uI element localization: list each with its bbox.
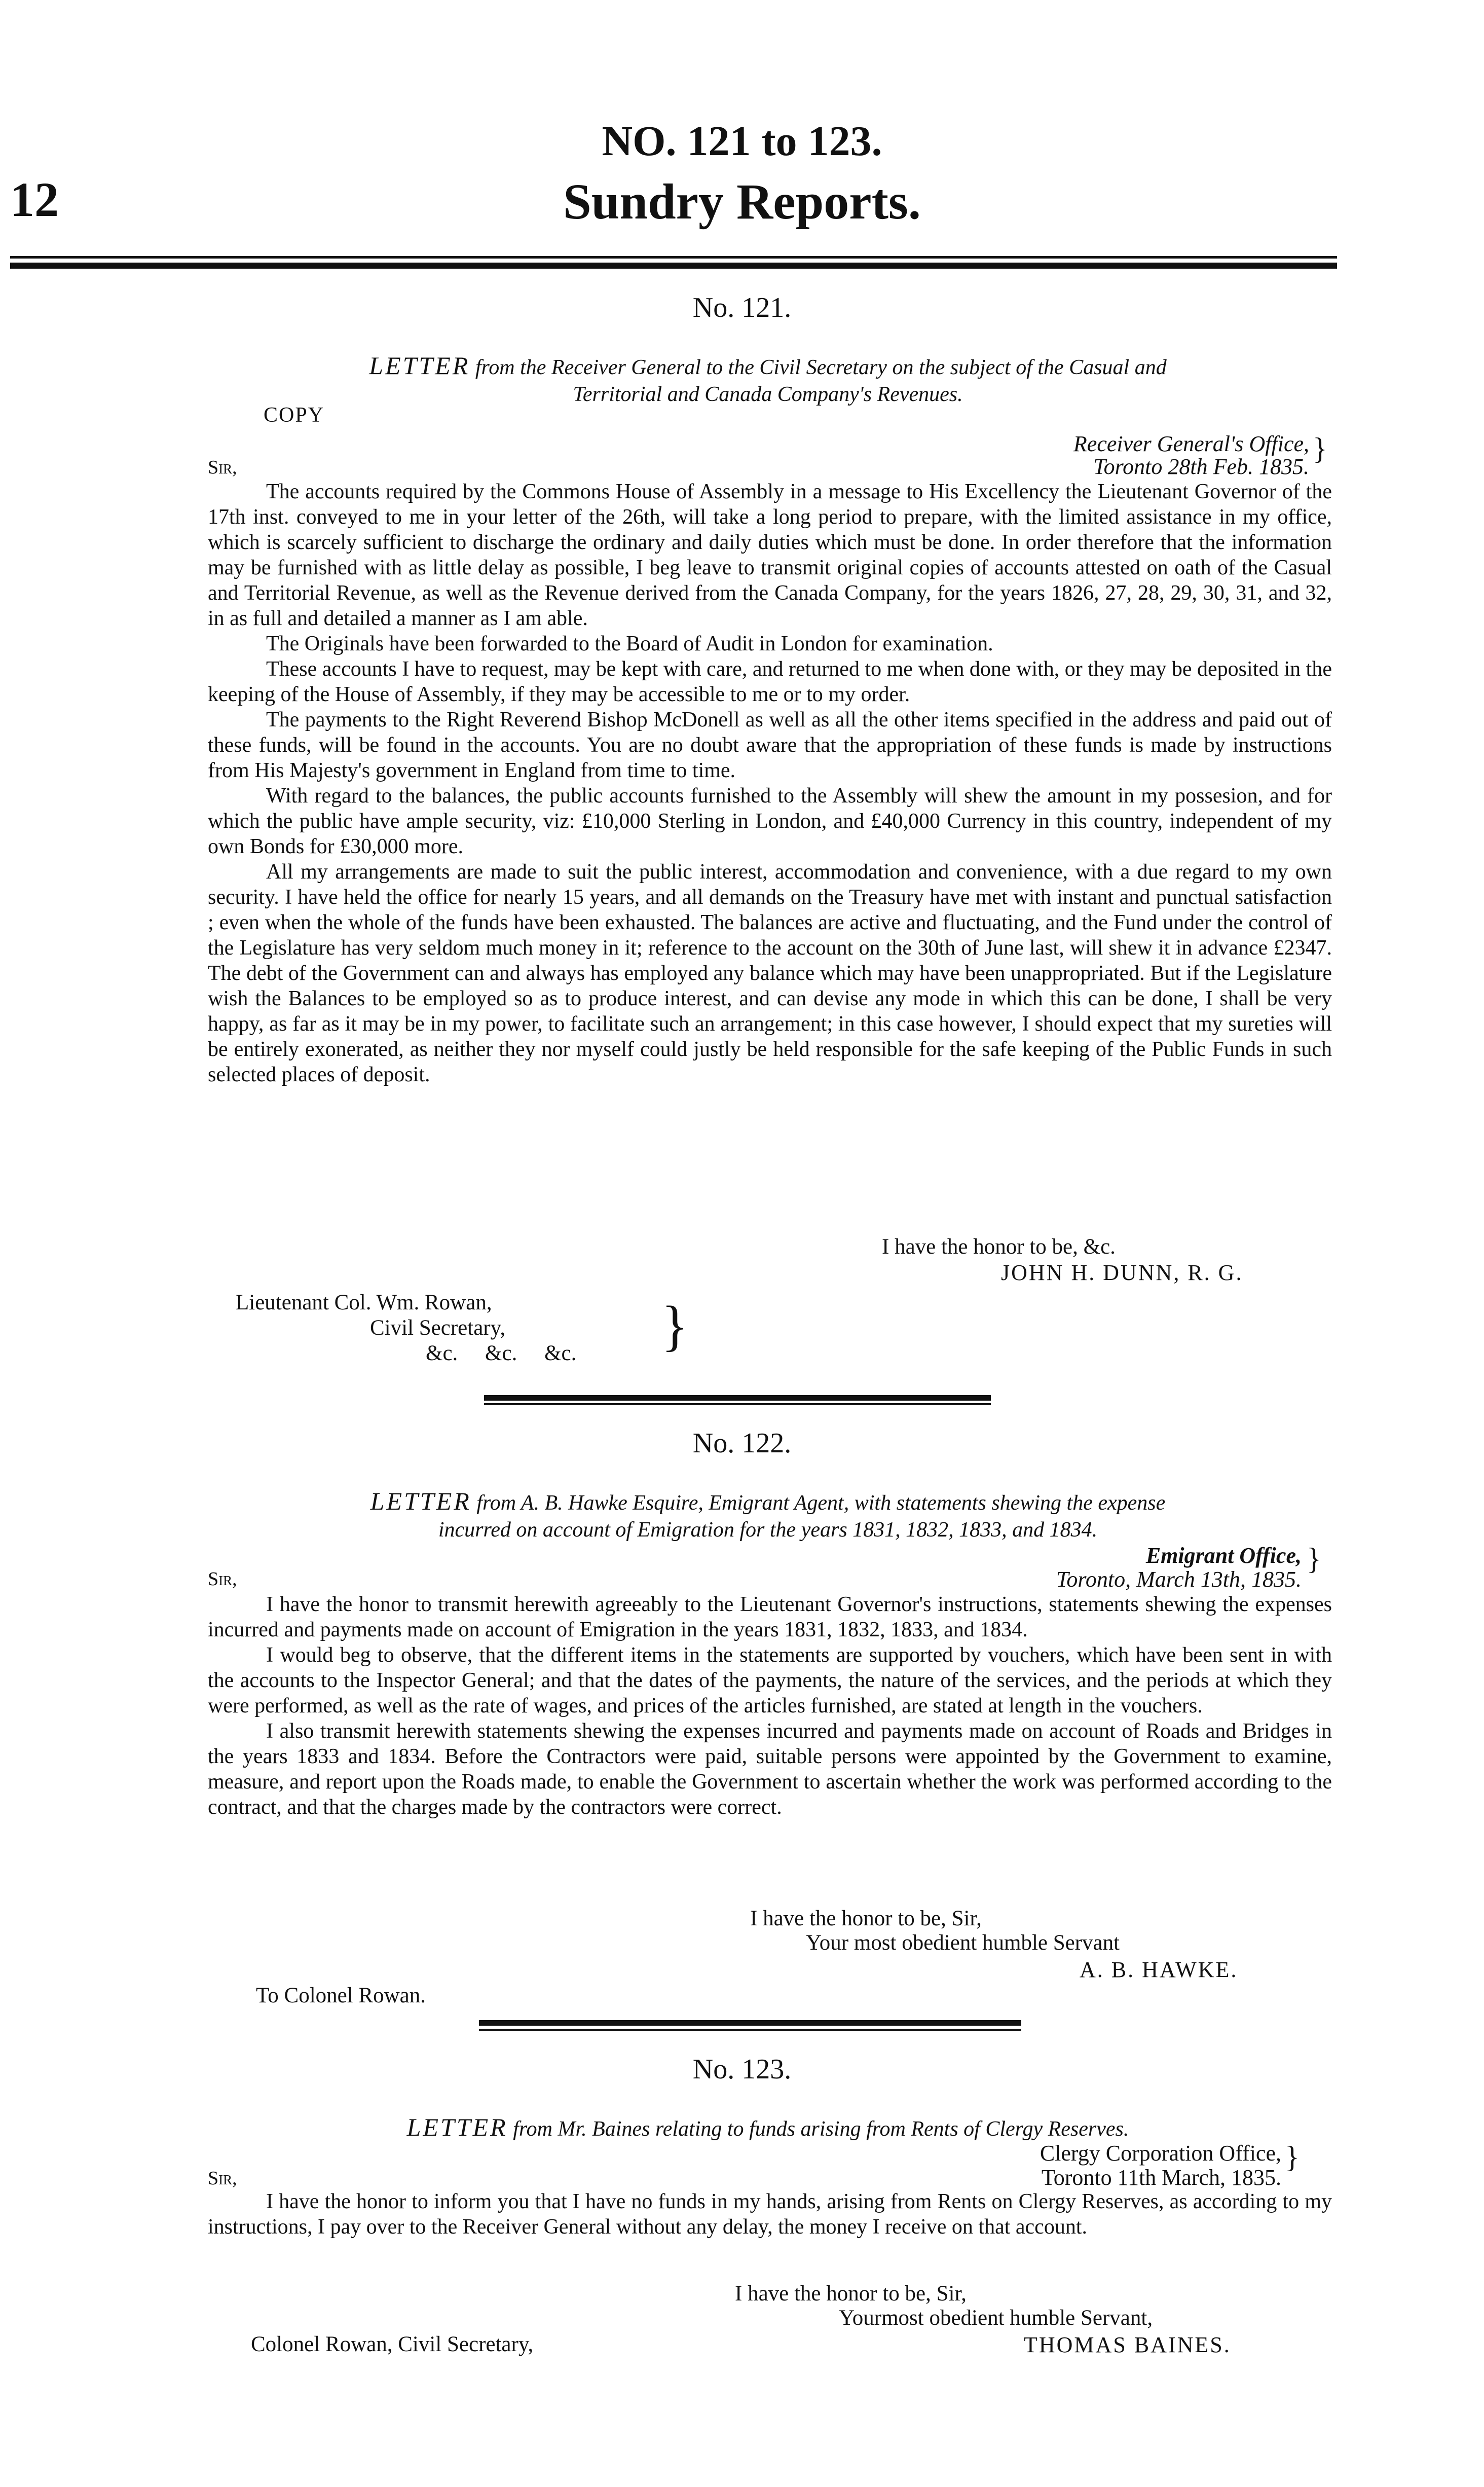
section-121-number: No. 121.	[692, 292, 792, 323]
closing: I have the honor to be, Sir,	[735, 2282, 967, 2306]
brace: }	[1307, 1542, 1321, 1576]
date-line: Toronto, March 13th, 1835.	[1056, 1567, 1302, 1592]
place-line: Receiver General's Office,	[1073, 431, 1309, 456]
copy-label: COPY	[264, 404, 325, 427]
closing: Your most obedient humble Servant	[806, 1931, 1120, 1955]
signature: A. B. HAWKE.	[1080, 1957, 1238, 1982]
section-122-caption	[203, 1488, 1333, 1544]
closing: Yourmost obedient humble Servant,	[839, 2306, 1153, 2330]
section-123-number: No. 123.	[692, 2054, 792, 2085]
header-rule-thick	[10, 263, 1337, 269]
caption-lead: LETTER	[369, 351, 470, 380]
report-range: NO. 121 to 123.	[602, 118, 882, 165]
caption-line: from A. B. Hawke Esquire, Emigrant Agent, with statements shewing the expense	[476, 1491, 1166, 1515]
page-number: 12	[10, 172, 59, 227]
section-divider	[479, 2020, 1021, 2026]
closing: I have the honor to be, Sir,	[750, 1907, 982, 1930]
addressee-line: Lieutenant Col. Wm. Rowan,	[236, 1291, 492, 1314]
caption-line: Territorial and Canada Company's Revenues.	[573, 383, 963, 406]
section-123-caption	[203, 2114, 1333, 2143]
caption-line: from the Receiver General to the Civil Secretary on the subject of the Casual and	[475, 356, 1167, 379]
letter-body	[208, 479, 1332, 1087]
section-122-number: No. 122.	[692, 1428, 792, 1459]
brace: }	[661, 1295, 688, 1357]
paragraph: I would beg to observe, that the different items in the statements are supported by vouchers, which have been sent in with the accounts to the Inspector General; and that the dates of the payments, the nature of the services, and the periods at which they were performed, as well as the rate of wages, and prices of the articles furnished, are stated at length in the vouchers.	[208, 1643, 1332, 1717]
signature: THOMAS BAINES.	[1024, 2332, 1231, 2357]
paragraph: With regard to the balances, the public accounts furnished to the Assembly will shew the amount in my possesion, and for which the public have ample security, viz: £10,000 Sterling in London, and £40,000 Currency in this country, independent of my own Bonds for £30,000 more.	[208, 784, 1332, 858]
place-line: Clergy Corporation Office,	[1040, 2141, 1281, 2166]
addressee-line: &c. &c. &c.	[426, 1341, 577, 1365]
letter-body	[208, 2189, 1332, 2240]
date-line: Toronto 28th Feb. 1835.	[1093, 454, 1309, 479]
page-title: Sundry Reports.	[563, 173, 921, 230]
paragraph: I have the honor to transmit herewith agreeably to the Lieutenant Governor's instructions, statements shewing the expenses incurred and payments made on account of Emigration in the years 1831, 1832, 1833, and 1834.	[208, 1593, 1332, 1641]
paragraph: The payments to the Right Reverend Bishop McDonell as well as all the other items specified in the address and paid out of these funds, will be found in the accounts. You are no doubt aware that the appropriation of these funds is made by instructions from His Majesty's government in England from time to time.	[208, 708, 1332, 782]
brace: }	[1313, 432, 1327, 465]
addressee-line: Civil Secretary,	[370, 1316, 506, 1340]
paragraph: The accounts required by the Commons House of Assembly in a message to His Excellency the Lieutenant Governor of the 17th inst. conveyed to me in your letter of the 26th, will take a long period to prepare, with the limited assistance in my office, which is scarcely sufficient to discharge the ordinary and daily duties which must be done. In order therefore that the information may be furnished with as little delay as possible, I beg leave to transmit original copies of accounts attested on oath of the Casual and Territorial Revenue, as well as the Revenue derived from the Canada Company, for the years 1826, 27, 28, 29, 30, 31, and 32, in as full and detailed a manner as I am able.	[208, 480, 1332, 630]
signature: JOHN H. DUNN, R. G.	[1001, 1260, 1243, 1285]
paragraph: All my arrangements are made to suit the public interest, accommodation and convenience, with a due regard to my own security. I have held the office for nearly 15 years, and all demands on the Treasury have met with instant and punctual satisfaction ; even when the whole of the funds have been exhausted. The balances are active and fluctuating, and the Fund under the control of the Legislature has very seldom much money in it; reference to the account on the 30th of June last, will shew it in advance £2347. The debt of the Government can and always has employed any balance which may have been unappropriated. But if the Legislature wish the Balances to be employed so as to produce interest, and can devise any mode in which this can be done, I shall be very happy, as far as it may be in my power, to facilitate such an arrangement; in this case however, I should expect that my sureties will be entirely exonerated, as neither they nor myself could justly be held responsible for the safe keeping of the Public Funds in such selected places of deposit.	[208, 860, 1332, 1086]
date-line: Toronto 11th March, 1835.	[1041, 2165, 1281, 2190]
header-rule-thin	[10, 256, 1337, 259]
place-line: Emigrant Office,	[1145, 1543, 1302, 1568]
addressee: Colonel Rowan, Civil Secretary,	[251, 2332, 534, 2356]
closing: I have the honor to be, &c.	[882, 1235, 1116, 1259]
caption-line: incurred on account of Emigration for the years 1831, 1832, 1833, and 1834.	[438, 1518, 1098, 1542]
paragraph: These accounts I have to request, may be kept with care, and returned to me when done with, or they may be deposited in the keeping of the House of Assembly, if they may be accessible to me or to my order.	[208, 657, 1332, 706]
brace: }	[1285, 2140, 1300, 2174]
letter-body	[208, 1592, 1332, 1820]
salutation: Sir,	[208, 457, 237, 478]
salutation: Sir,	[208, 1568, 237, 1590]
section-divider-thin	[484, 1403, 991, 1405]
paragraph: The Originals have been forwarded to the Board of Audit in London for examination.	[266, 632, 993, 655]
paragraph: I have the honor to inform you that I have no funds in my hands, arising from Rents on Clergy Reserves, as according to my instructions, I pay over to the Receiver General without any delay, the money I receive on that account.	[208, 2190, 1332, 2239]
salutation: Sir,	[208, 2168, 237, 2189]
section-121-caption	[203, 352, 1333, 408]
caption-lead: LETTER	[406, 2113, 508, 2141]
caption-line: from Mr. Baines relating to funds arising from Rents of Clergy Reserves.	[513, 2117, 1129, 2141]
section-divider-thin	[479, 2029, 1021, 2031]
paragraph: I also transmit herewith statements shewing the expenses incurred and payments made on account of Roads and Bridges in the years 1833 and 1834. Before the Contractors were paid, suitable persons were appointed by the Government to examine, measure, and report upon the Roads made, to enable the Government to ascertain whether the work was performed according to the contract, and that the charges made by the contractors were correct.	[208, 1720, 1332, 1819]
section-divider	[484, 1395, 991, 1401]
addressee: To Colonel Rowan.	[256, 1984, 426, 2007]
caption-lead: LETTER	[370, 1487, 471, 1515]
